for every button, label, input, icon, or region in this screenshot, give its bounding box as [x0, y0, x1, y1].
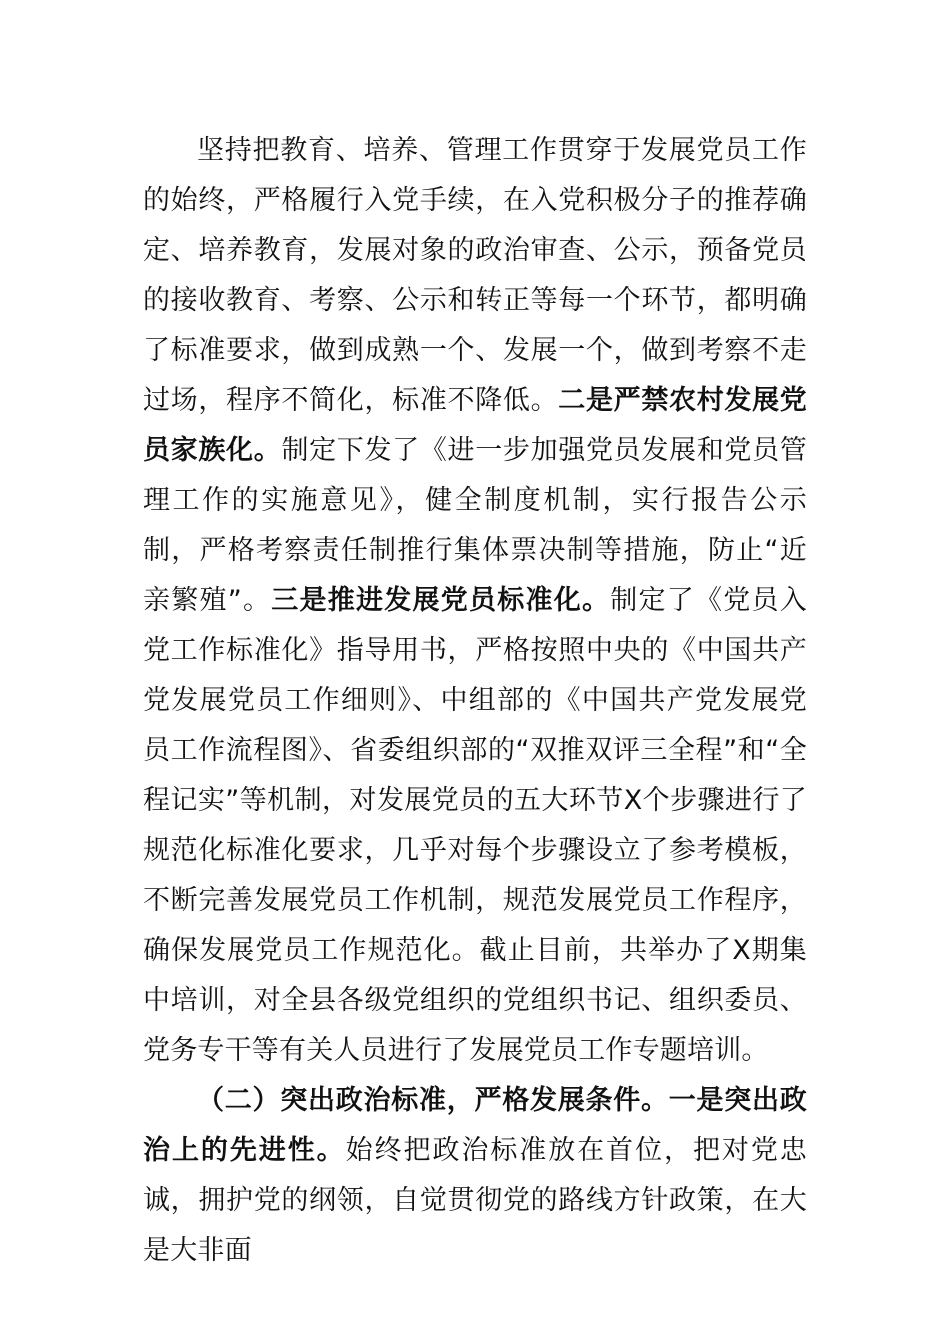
paragraph-2	[143, 1076, 807, 1276]
paragraph-1	[143, 126, 807, 1076]
paragraph-2-text: 始终把政治标准放在首位，把对党忠诚，拥护党的纲领，自觉贯彻党的路线方针政策，在大是大非面	[143, 1135, 807, 1266]
paragraph-1-text-2: 制定下发了《进一步加强党员发展和党员管理工作的实施意见》，健全制度机制，实行报告公示制，严格考察责任制推行集体票决制等措施，防止“近亲繁殖”。	[143, 435, 807, 616]
paragraph-1-bold-heading-2: 二是严禁农村发展党员家族化。	[143, 385, 807, 466]
paragraph-2-bold-heading: （二）突出政治标准，严格发展条件。一是突出政治上的先进性。	[143, 1085, 807, 1166]
paragraph-1-bold-heading-3: 三是推进发展党员标准化。	[271, 585, 611, 616]
paragraph-1-text-1: 坚持把教育、培养、管理工作贯穿于发展党员工作的始终，严格履行入党手续，在入党积极分子的推荐确定、培养教育，发展对象的政治审查、公示，预备党员的接收教育、考察、公示和转正等每一个环节，都明确了标准要求，做到成熟一个、发展一个，做到考察不走过场，程序不简化，标准不降低。	[143, 135, 807, 416]
paragraph-1-text-3: 制定了《党员入党工作标准化》指导用书，严格按照中央的《中国共产党发展党员工作细则》、中组部的《中国共产党发展党员工作流程图》、省委组织部的“双推双评三全程”和“全程记实”等机制，对发展党员的五大环节X个步骤进行了规范化标准化要求，几乎对每个步骤设立了参考模板，不断完善发展党员工作机制，规范发展党员工作程序，确保发展党员工作规范化。截止目前，共举办了X期集中培训，对全县各级党组织的党组织书记、组织委员、党务专干等有关人员进行了发展党员工作专题培训。	[143, 585, 807, 1066]
body-text	[143, 126, 807, 1276]
